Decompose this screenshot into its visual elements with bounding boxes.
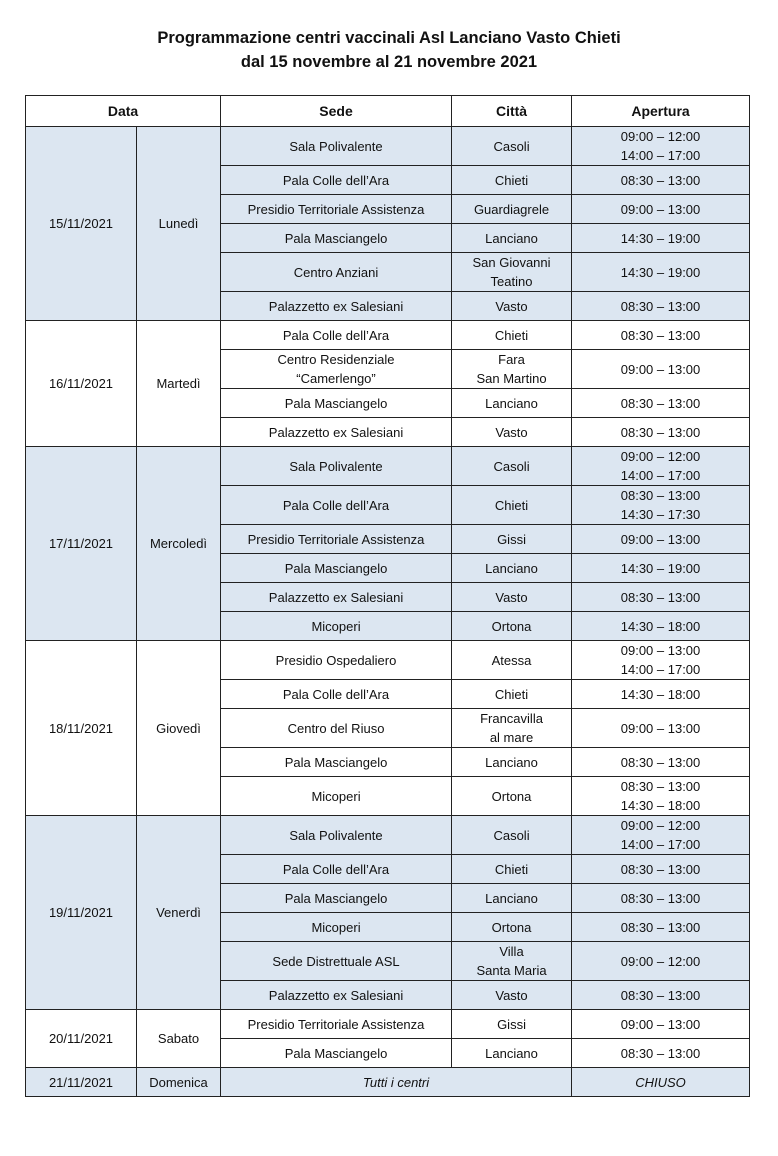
sede-cell: Micoperi <box>221 913 452 942</box>
citta-cell: Vasto <box>452 292 572 321</box>
apertura-cell: 09:00 – 13:00 <box>572 350 750 389</box>
table-row <box>26 816 750 855</box>
citta-cell: Lanciano <box>452 748 572 777</box>
apertura-cell: 09:00 – 12:00 <box>572 942 750 981</box>
apertura-cell: 14:30 – 18:00 <box>572 612 750 641</box>
header-sede: Sede <box>221 96 452 127</box>
day-cell: Sabato <box>137 1010 221 1068</box>
table-row <box>26 641 750 680</box>
apertura-cell: 08:30 – 13:00 <box>572 292 750 321</box>
apertura-cell: 08:30 – 13:00 <box>572 913 750 942</box>
table-row <box>26 447 750 486</box>
header-apertura: Apertura <box>572 96 750 127</box>
citta-cell: Chieti <box>452 855 572 884</box>
sede-cell: Micoperi <box>221 777 452 816</box>
header-row <box>26 96 750 127</box>
apertura-cell: 08:30 – 13:00 <box>572 583 750 612</box>
apertura-cell: 09:00 – 12:00 14:00 – 17:00 <box>572 127 750 166</box>
citta-cell: Gissi <box>452 525 572 554</box>
date-cell: 16/11/2021 <box>26 321 137 447</box>
document-title <box>0 26 778 74</box>
citta-cell: Atessa <box>452 641 572 680</box>
date-cell: 17/11/2021 <box>26 447 137 641</box>
day-cell: Giovedì <box>137 641 221 816</box>
sede-cell: Centro Residenziale “Camerlengo” <box>221 350 452 389</box>
citta-cell: Lanciano <box>452 1039 572 1068</box>
citta-cell: Chieti <box>452 486 572 525</box>
apertura-cell: 14:30 – 19:00 <box>572 554 750 583</box>
sede-cell: Presidio Territoriale Assistenza <box>221 525 452 554</box>
apertura-cell: 08:30 – 13:00 <box>572 981 750 1010</box>
apertura-cell: 08:30 – 13:00 <box>572 166 750 195</box>
apertura-cell: 08:30 – 13:00 <box>572 418 750 447</box>
sede-cell: Palazzetto ex Salesiani <box>221 981 452 1010</box>
sede-cell: Pala Colle dell’Ara <box>221 680 452 709</box>
citta-cell: Chieti <box>452 166 572 195</box>
closed-date: 21/11/2021 <box>26 1068 137 1097</box>
citta-cell: Vasto <box>452 418 572 447</box>
sede-cell: Presidio Territoriale Assistenza <box>221 1010 452 1039</box>
sede-cell: Pala Colle dell’Ara <box>221 486 452 525</box>
date-cell: 18/11/2021 <box>26 641 137 816</box>
citta-cell: Chieti <box>452 680 572 709</box>
apertura-cell: 08:30 – 13:00 <box>572 855 750 884</box>
citta-cell: Chieti <box>452 321 572 350</box>
apertura-cell: 08:30 – 13:00 14:30 – 18:00 <box>572 777 750 816</box>
title-line-2: dal 15 novembre al 21 novembre 2021 <box>240 53 538 71</box>
citta-cell: Vasto <box>452 583 572 612</box>
apertura-cell: 09:00 – 12:00 14:00 – 17:00 <box>572 447 750 486</box>
day-cell: Lunedì <box>137 127 221 321</box>
vaccination-schedule-table <box>25 95 750 1097</box>
citta-cell: Lanciano <box>452 389 572 418</box>
table-row <box>26 1010 750 1039</box>
apertura-cell: 09:00 – 13:00 <box>572 709 750 748</box>
sede-cell: Pala Masciangelo <box>221 389 452 418</box>
sede-cell: Pala Colle dell’Ara <box>221 166 452 195</box>
citta-cell: Lanciano <box>452 884 572 913</box>
sede-cell: Pala Masciangelo <box>221 224 452 253</box>
apertura-cell: 14:30 – 19:00 <box>572 224 750 253</box>
apertura-cell: 08:30 – 13:00 <box>572 321 750 350</box>
citta-cell: Guardiagrele <box>452 195 572 224</box>
date-cell: 19/11/2021 <box>26 816 137 1010</box>
citta-cell: Casoli <box>452 447 572 486</box>
citta-cell: Vasto <box>452 981 572 1010</box>
apertura-cell: 08:30 – 13:00 <box>572 1039 750 1068</box>
sede-cell: Palazzetto ex Salesiani <box>221 292 452 321</box>
closed-row <box>26 1068 750 1097</box>
apertura-cell: 08:30 – 13:00 14:30 – 17:30 <box>572 486 750 525</box>
apertura-cell: 08:30 – 13:00 <box>572 884 750 913</box>
sede-cell: Micoperi <box>221 612 452 641</box>
citta-cell: Lanciano <box>452 224 572 253</box>
citta-cell: Casoli <box>452 816 572 855</box>
closed-apertura: CHIUSO <box>572 1068 750 1097</box>
apertura-cell: 14:30 – 18:00 <box>572 680 750 709</box>
apertura-cell: 09:00 – 12:00 14:00 – 17:00 <box>572 816 750 855</box>
sede-cell: Pala Colle dell’Ara <box>221 321 452 350</box>
apertura-cell: 09:00 – 13:00 <box>572 195 750 224</box>
citta-cell: San Giovanni Teatino <box>452 253 572 292</box>
sede-cell: Pala Masciangelo <box>221 884 452 913</box>
sede-cell: Pala Masciangelo <box>221 554 452 583</box>
citta-cell: Ortona <box>452 913 572 942</box>
citta-cell: Villa Santa Maria <box>452 942 572 981</box>
sede-cell: Palazzetto ex Salesiani <box>221 583 452 612</box>
sede-cell: Pala Colle dell’Ara <box>221 855 452 884</box>
sede-cell: Sede Distrettuale ASL <box>221 942 452 981</box>
sede-cell: Palazzetto ex Salesiani <box>221 418 452 447</box>
day-cell: Mercoledì <box>137 447 221 641</box>
citta-cell: Fara San Martino <box>452 350 572 389</box>
closed-sede: Tutti i centri <box>221 1068 572 1097</box>
citta-cell: Casoli <box>452 127 572 166</box>
sede-cell: Pala Masciangelo <box>221 748 452 777</box>
sede-cell: Centro del Riuso <box>221 709 452 748</box>
title-line-1: Programmazione centri vaccinali Asl Lanciano Vasto Chieti <box>157 29 621 47</box>
apertura-cell: 09:00 – 13:00 14:00 – 17:00 <box>572 641 750 680</box>
day-cell: Venerdì <box>137 816 221 1010</box>
citta-cell: Gissi <box>452 1010 572 1039</box>
sede-cell: Centro Anziani <box>221 253 452 292</box>
table-row <box>26 321 750 350</box>
sede-cell: Presidio Ospedaliero <box>221 641 452 680</box>
header-citta: Città <box>452 96 572 127</box>
citta-cell: Ortona <box>452 612 572 641</box>
closed-day: Domenica <box>137 1068 221 1097</box>
header-data: Data <box>26 96 221 127</box>
sede-cell: Presidio Territoriale Assistenza <box>221 195 452 224</box>
citta-cell: Francavilla al mare <box>452 709 572 748</box>
table-row <box>26 127 750 166</box>
citta-cell: Lanciano <box>452 554 572 583</box>
apertura-cell: 14:30 – 19:00 <box>572 253 750 292</box>
sede-cell: Sala Polivalente <box>221 447 452 486</box>
apertura-cell: 08:30 – 13:00 <box>572 389 750 418</box>
date-cell: 20/11/2021 <box>26 1010 137 1068</box>
apertura-cell: 09:00 – 13:00 <box>572 525 750 554</box>
sede-cell: Pala Masciangelo <box>221 1039 452 1068</box>
citta-cell: Ortona <box>452 777 572 816</box>
apertura-cell: 08:30 – 13:00 <box>572 748 750 777</box>
day-cell: Martedì <box>137 321 221 447</box>
sede-cell: Sala Polivalente <box>221 816 452 855</box>
date-cell: 15/11/2021 <box>26 127 137 321</box>
sede-cell: Sala Polivalente <box>221 127 452 166</box>
apertura-cell: 09:00 – 13:00 <box>572 1010 750 1039</box>
